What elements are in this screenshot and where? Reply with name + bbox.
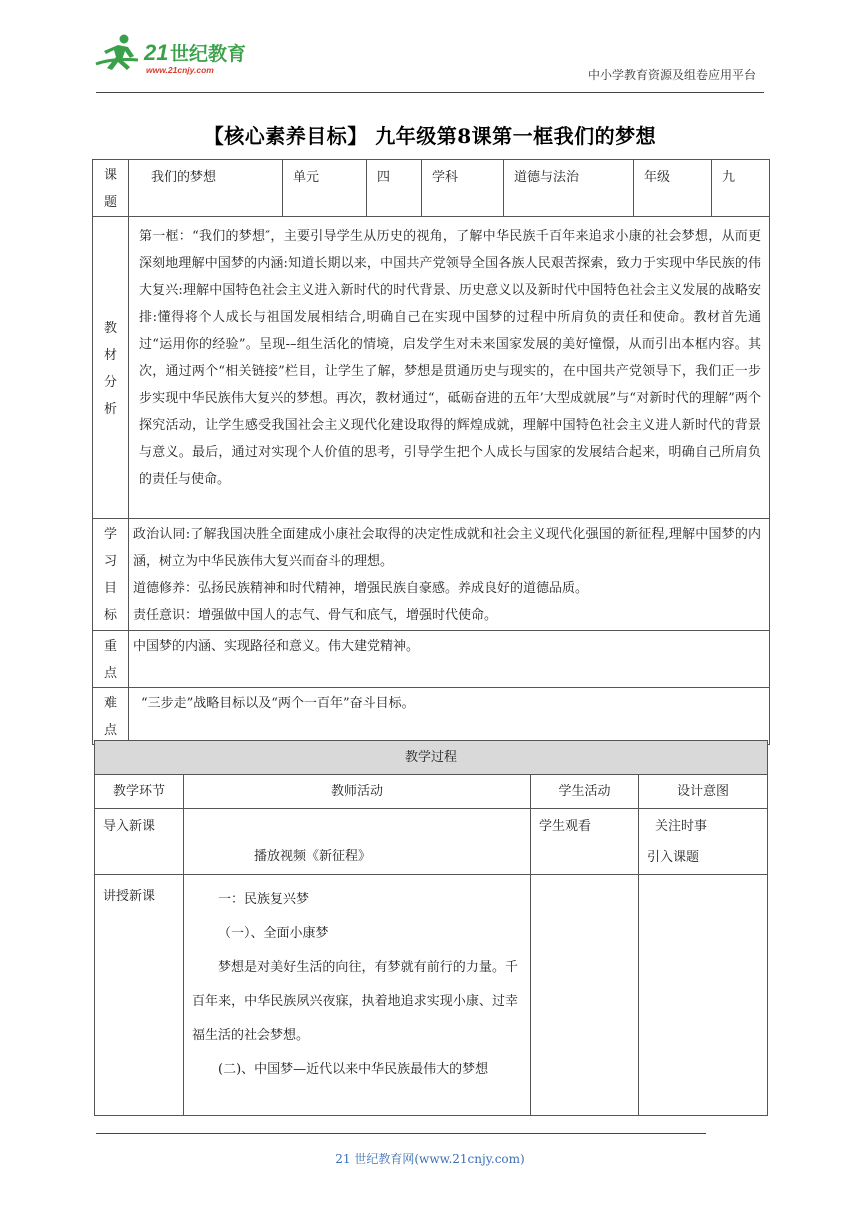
key-text: 中国梦的内涵、实现路径和意义。伟大建党精神。 [129, 631, 770, 688]
goals-text [129, 519, 770, 631]
lesson-name: 我们的梦想 [129, 160, 283, 217]
intent-intro: 关注时事 引入课题 [639, 809, 768, 875]
teacher-heading-1-1: （一）、全面小康梦 [218, 926, 329, 941]
student-new-lesson [531, 875, 639, 1116]
header-divider [96, 92, 764, 93]
key-label: 重 点 [93, 631, 129, 688]
process-title: 教学过程 [95, 741, 768, 775]
analysis-text: 第一框：“我们的梦想″，主要引导学生从历史的视角，了解中华民族千百年来追求小康的社会梦想，从而更深刻地理解中国梦的内涵:知道长期以来，中国共产党领导全国各族人民艰苦探索，致力于实现中华民族的伟大复兴:理解中国特色社会主义进入新时代的时代背景、历史意义以及新时代中国特色社会主义发展的战略安排:懂得将个人成长与祖国发展相结合,明确自己在实现中国梦的过程中所肩负的责任和使命。教材首先通过“运用你的经验”。呈现-–组生活化的情境，启发学生对未来国家发展的美好憧憬，从而引出本框内容。其次，通过两个“相关链接”栏目，让学生了解，梦想是贯通历史与现实的，在中国共产党领导下，我们正一步步实现中华民族伟大复兴的梦想。再次，教材通过“，砥砺奋进的五年’大型成就展”与“对新时代的理解”两个探究活动，让学生感受我国社会主义现代化建设取得的辉煌成就，理解中国特色社会主义进人新时代的背景与意义。最后，通过对实现个人价值的思考，引导学生把个人成长与国家的发展结合起来，明确自己所肩负的责任与使命。 [129, 217, 770, 519]
analysis-label: 教 材 分 析 [93, 217, 129, 519]
key-row [93, 631, 770, 688]
svg-text:21: 21 [144, 40, 169, 65]
goal-moral: 道德修养：弘扬民族精神和时代精神，增强民族自豪感。养成良好的道德品质。 [133, 581, 589, 596]
subject-value: 道德与法治 [504, 160, 634, 217]
lesson-row [93, 160, 770, 217]
student-intro: 学生观看 [531, 809, 639, 875]
lesson-label: 课 题 [93, 160, 129, 217]
difficulty-row [93, 688, 770, 745]
goals-row [93, 519, 770, 631]
stage-intro: 导入新课 [95, 809, 184, 875]
goal-responsibility: 责任意识：增强做中国人的志气、骨气和底气，增强时代使命。 [133, 608, 498, 623]
subject-label: 学科 [422, 160, 504, 217]
goal-political: 政治认同:了解我国决胜全面建成小康社会取得的决定性成就和社会主义现代化强国的新征程,理解中国梦的内涵，树立为中华民族伟大复兴而奋斗的理想。 [133, 527, 761, 569]
process-title-row [95, 741, 768, 775]
process-column-headers [95, 775, 768, 809]
intent-new-lesson [639, 875, 768, 1116]
teacher-new-lesson [184, 875, 531, 1116]
difficulty-label: 难 点 [93, 688, 129, 745]
table-row [95, 875, 768, 1116]
stage-new-lesson: 讲授新课 [95, 875, 184, 1116]
difficulty-text: “三步走”战略目标以及“两个一百年”奋斗目标。 [129, 688, 770, 745]
goals-label: 学 习 目 标 [93, 519, 129, 631]
col-student: 学生活动 [531, 775, 639, 809]
teacher-heading-1: 一：民族复兴梦 [218, 892, 310, 907]
analysis-row [93, 217, 770, 519]
unit-label: 单元 [283, 160, 367, 217]
footer-divider [96, 1133, 706, 1134]
col-intent: 设计意图 [639, 775, 768, 809]
runner-logo-icon [94, 30, 264, 80]
teaching-process-table [94, 740, 768, 1116]
unit-value: 四 [367, 160, 422, 217]
col-stage: 教学环节 [95, 775, 184, 809]
svg-text:世纪教育: 世纪教育 [170, 43, 247, 65]
grade-value: 九 [712, 160, 770, 217]
col-teacher: 教师活动 [184, 775, 531, 809]
site-logo [94, 30, 264, 80]
table-row [95, 809, 768, 875]
teacher-heading-1-2: (二)、中国梦—近代以来中华民族最伟大的梦想 [218, 1062, 489, 1077]
teacher-intro: 播放视频《新征程》 [184, 809, 531, 875]
document-title: 【核心素养目标】 九年级第8课第一框我们的梦想 [203, 124, 657, 148]
footer-link[interactable]: 21 世纪教育网(www.21cnjy.com) [335, 1152, 525, 1166]
lesson-info-table [92, 159, 770, 745]
svg-text:www.21cnjy.com: www.21cnjy.com [146, 65, 214, 75]
grade-label: 年级 [634, 160, 712, 217]
platform-slogan: 中小学教育资源及组卷应用平台 [587, 68, 756, 82]
teacher-paragraph: 梦想是对美好生活的向往，有梦就有前行的力量。千百年来，中华民族夙兴夜寐，执着地追求实现小康、过幸福生活的社会梦想。 [192, 960, 518, 1043]
